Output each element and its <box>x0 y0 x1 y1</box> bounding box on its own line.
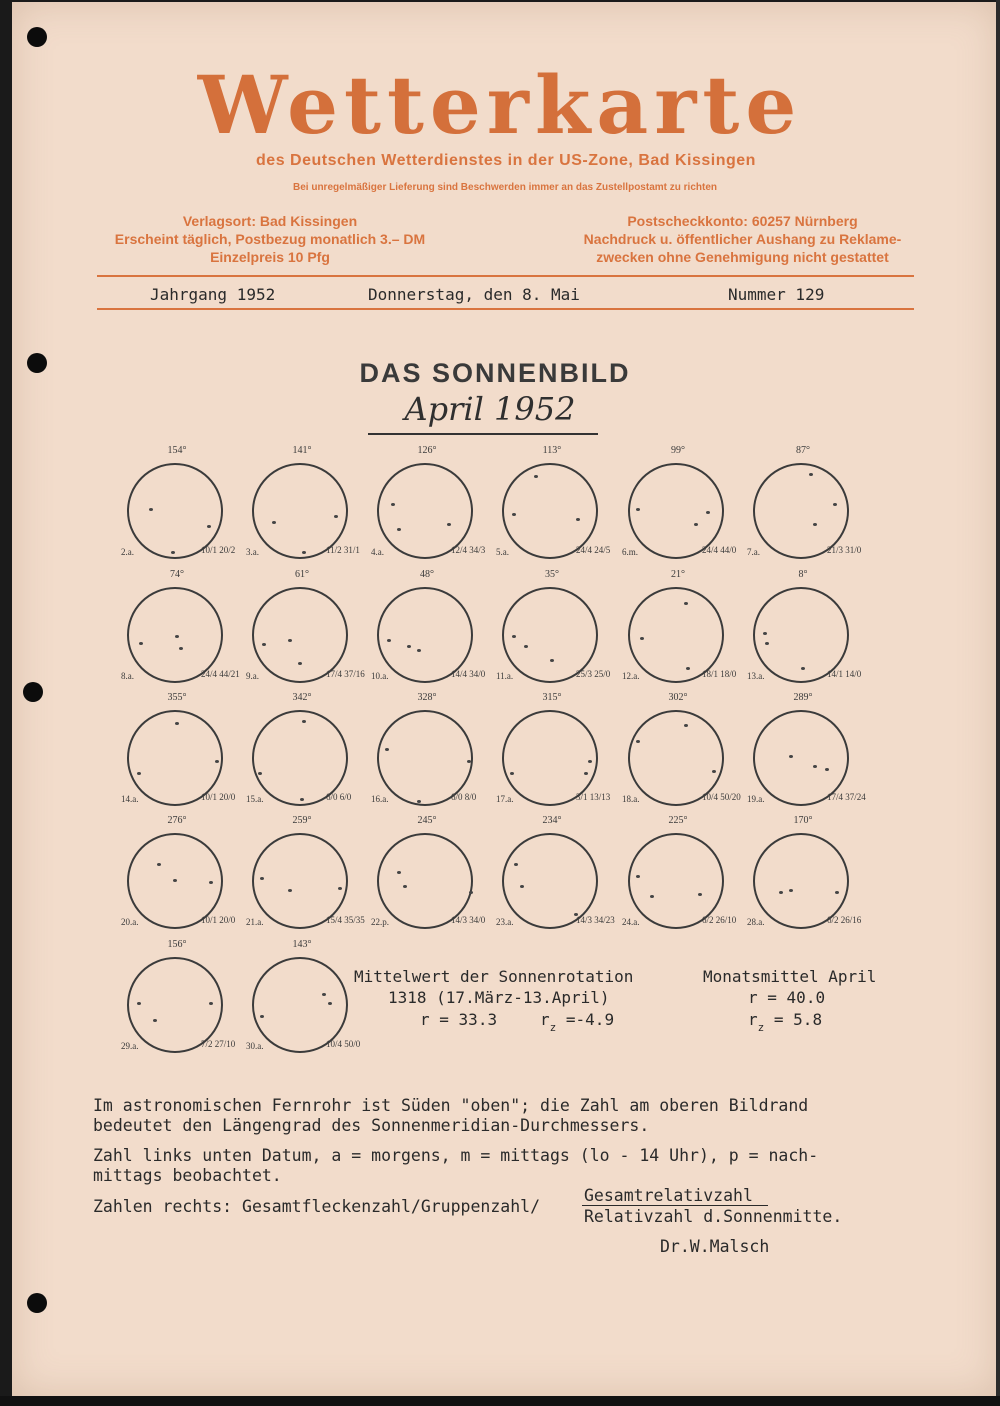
masthead-title: Wetterkarte <box>197 58 803 152</box>
sunspot-mark <box>813 765 817 768</box>
note-line-3: Zahl links unten Datum, a = morgens, m = mittags (lo - 14 Uhr), p = nach- <box>93 1146 819 1165</box>
sunspot-mark <box>302 720 306 723</box>
section-month: April 1952 <box>404 390 576 428</box>
sunspot-mark <box>584 772 588 775</box>
punch-hole <box>27 27 47 47</box>
sunspot-mark <box>157 863 161 866</box>
sunspot-mark <box>207 525 211 528</box>
spot-counts: 14/4 34/0 <box>451 669 486 679</box>
header-rule-bottom <box>97 308 914 310</box>
sun-image <box>622 569 737 683</box>
sunspot-mark <box>260 877 264 880</box>
rotation-r <box>420 1010 497 1029</box>
monthly-rz-sub: z <box>757 1021 765 1034</box>
sunspot-mark <box>288 889 292 892</box>
meridian-longitude: 259° <box>292 815 312 826</box>
sunspot-mark <box>171 551 175 554</box>
sunspot-mark <box>387 639 391 642</box>
note-line-2: bedeutet den Längengrad des Sonnenmeridian-Durchmessers. <box>93 1116 650 1135</box>
observation-date: 11.a. <box>496 671 514 681</box>
observation-date: 8.a. <box>121 671 134 681</box>
sunspot-mark <box>576 518 580 521</box>
meridian-longitude: 74° <box>170 569 184 580</box>
meridian-longitude: 315° <box>542 692 562 703</box>
section-heading: DAS SONNENBILD <box>359 358 631 388</box>
sunspot-mark <box>397 528 401 531</box>
sunspot-mark <box>258 772 262 775</box>
sunspot-mark <box>514 863 518 866</box>
sun-image <box>246 815 365 929</box>
sunspot-mark <box>467 760 471 763</box>
spot-counts: 10/1 20/2 <box>201 545 236 555</box>
observation-date: 13.a. <box>747 671 765 681</box>
spot-counts: 14/3 34/23 <box>576 915 615 925</box>
meridian-longitude: 143° <box>292 939 312 950</box>
sunspot-mark <box>385 748 389 751</box>
sun-image <box>246 939 361 1053</box>
sunspot-mark <box>636 875 640 878</box>
sunspot-mark <box>520 885 524 888</box>
monthly-r-label: r <box>748 988 758 1007</box>
sun-image <box>496 692 611 806</box>
sunspot-mark <box>397 871 401 874</box>
meridian-longitude: 234° <box>542 815 562 826</box>
sunspot-mark <box>763 632 767 635</box>
sunspot-mark <box>137 1002 141 1005</box>
punch-hole <box>23 682 43 702</box>
sunspot-mark <box>272 521 276 524</box>
sun-image <box>121 815 236 929</box>
issue-volume: Jahrgang 1952 <box>150 285 276 304</box>
sun-image <box>747 815 862 929</box>
sunspot-mark <box>322 993 326 996</box>
sunspot-mark <box>712 770 716 773</box>
sun-image <box>121 445 236 559</box>
sunspot-mark <box>524 645 528 648</box>
sun-image <box>496 445 611 559</box>
meridian-longitude: 141° <box>292 445 312 456</box>
sunspot-mark <box>512 635 516 638</box>
rotation-rz-label: r <box>540 1010 550 1029</box>
sunspot-mark <box>139 642 143 645</box>
rotation-period: 1318 (17.März-13.April) <box>388 988 610 1007</box>
meridian-longitude: 113° <box>542 445 562 456</box>
sun-image <box>371 445 486 559</box>
issue-number: Nummer 129 <box>728 285 825 304</box>
meridian-longitude: 61° <box>295 569 309 580</box>
meridian-longitude: 302° <box>668 692 688 703</box>
observation-date: 28.a. <box>747 917 765 927</box>
sun-image <box>246 569 365 683</box>
rotation-rz <box>540 1010 615 1034</box>
sunspot-mark <box>153 1019 157 1022</box>
meridian-longitude: 328° <box>417 692 437 703</box>
sunspot-mark <box>137 772 141 775</box>
fraction-numerator: Gesamtrelativzahl <box>584 1186 753 1205</box>
observation-date: 10.a. <box>371 671 389 681</box>
spot-counts: 24/4 44/0 <box>702 545 737 555</box>
sunspot-mark <box>447 523 451 526</box>
note-line-1: Im astronomischen Fernrohr ist Süden "oben"; die Zahl am oberen Bildrand <box>93 1096 809 1115</box>
sunspot-mark <box>298 662 302 665</box>
sunspot-mark <box>765 642 769 645</box>
spot-counts: 10/1 20/0 <box>201 915 236 925</box>
observation-date: 24.a. <box>622 917 640 927</box>
postal-account: Postscheckkonto: 60257 Nürnberg <box>627 213 858 229</box>
sunspot-mark <box>288 639 292 642</box>
reprint-notice-2: zwecken ohne Genehmigung nicht gestattet <box>596 249 889 265</box>
scan-bottom-edge <box>0 1396 1000 1406</box>
sun-image <box>622 445 737 559</box>
sunspot-mark <box>407 645 411 648</box>
meridian-longitude: 276° <box>167 815 187 826</box>
sunspot-mark <box>260 1015 264 1018</box>
meridian-longitude: 87° <box>796 445 810 456</box>
spot-counts: 25/3 25/0 <box>576 669 611 679</box>
spot-counts: 24/4 44/21 <box>201 669 240 679</box>
note-line-4: mittags beobachtet. <box>93 1166 282 1185</box>
sunspot-mark <box>338 887 342 890</box>
sunspot-mark <box>789 889 793 892</box>
meridian-longitude: 355° <box>167 692 187 703</box>
sunspot-mark <box>209 1002 213 1005</box>
month-underline <box>368 433 598 435</box>
observation-date: 22.p. <box>371 917 389 927</box>
publisher-place: Verlagsort: Bad Kissingen <box>182 213 358 229</box>
meridian-longitude: 8° <box>798 569 808 580</box>
sun-image <box>496 569 611 683</box>
observation-date: 7.a. <box>747 547 760 557</box>
note-line-5: Zahlen rechts: Gesamtfleckenzahl/Gruppenzahl/ <box>93 1197 541 1216</box>
spot-counts: 18/1 18/0 <box>702 669 737 679</box>
spot-counts: 17/4 37/24 <box>827 792 866 802</box>
spot-counts: 6/2 26/10 <box>702 915 737 925</box>
sunspot-mark <box>328 1002 332 1005</box>
sunspot-mark <box>175 635 179 638</box>
observation-date: 17.a. <box>496 794 514 804</box>
observation-date: 19.a. <box>747 794 765 804</box>
scan-edge <box>996 0 1000 1406</box>
rotation-r-value: = 33.3 <box>439 1010 498 1029</box>
observation-date: 12.a. <box>622 671 640 681</box>
meridian-longitude: 170° <box>793 815 813 826</box>
observation-date: 21.a. <box>246 917 264 927</box>
sunspot-mark <box>636 740 640 743</box>
rotation-rz-sub: z <box>549 1021 557 1034</box>
sunspot-mark <box>417 800 421 803</box>
author-signature: Dr.W.Malsch <box>660 1237 770 1256</box>
postal-info <box>570 212 915 266</box>
observation-date: 29.a. <box>121 1041 139 1051</box>
sun-image <box>747 445 862 559</box>
spot-counts: 10/1 20/0 <box>201 792 236 802</box>
sun-image <box>622 692 741 806</box>
meridian-longitude: 342° <box>292 692 312 703</box>
meridian-longitude: 21° <box>671 569 685 580</box>
spot-counts: 24/4 24/5 <box>576 545 611 555</box>
monthly-title: Monatsmittel April <box>703 967 877 986</box>
single-price: Einzelpreis 10 Pfg <box>210 249 330 265</box>
sunspot-mark <box>391 503 395 506</box>
sun-image <box>371 692 477 806</box>
observation-date: 14.a. <box>121 794 139 804</box>
observation-date: 20.a. <box>121 917 139 927</box>
sunspot-mark <box>684 602 688 605</box>
sunspot-mark <box>640 637 644 640</box>
rotation-r-label: r <box>420 1010 430 1029</box>
meridian-longitude: 99° <box>671 445 685 456</box>
monthly-rz-value: = 5.8 <box>773 1010 823 1029</box>
spot-counts: 6/0 6/0 <box>326 792 352 802</box>
fraction-line <box>582 1205 768 1206</box>
sunspot-mark <box>825 768 829 771</box>
spot-counts: 12/4 34/3 <box>451 545 486 555</box>
spot-counts: 14/1 14/0 <box>827 669 862 679</box>
sunspot-mark <box>809 473 813 476</box>
rotation-rz-value: =-4.9 <box>565 1010 615 1029</box>
sunspot-mark <box>262 643 266 646</box>
reprint-notice-1: Nachdruck u. öffentlicher Aushang zu Reklame- <box>583 231 902 247</box>
sun-image <box>747 692 866 806</box>
meridian-longitude: 126° <box>417 445 437 456</box>
observation-date: 18.a. <box>622 794 640 804</box>
sunspot-mark <box>417 649 421 652</box>
sunspot-mark <box>534 475 538 478</box>
sunspot-mark <box>801 667 805 670</box>
sunspot-mark <box>650 895 654 898</box>
sun-image <box>747 569 862 683</box>
rotation-title: Mittelwert der Sonnenrotation <box>354 967 634 986</box>
spot-counts: 3/1 13/13 <box>576 792 611 802</box>
sun-image <box>121 939 236 1053</box>
sunspot-mark <box>833 503 837 506</box>
sunspot-mark <box>835 891 839 894</box>
monthly-r-value: = 40.0 <box>767 988 826 1007</box>
issue-date: Donnerstag, den 8. Mai <box>368 285 580 304</box>
sunspot-mark <box>698 893 702 896</box>
sunspot-mark <box>510 772 514 775</box>
sunspot-mark <box>694 523 698 526</box>
spot-counts: 6/0 8/0 <box>451 792 477 802</box>
meridian-longitude: 35° <box>545 569 559 580</box>
spot-counts: 10/4 50/0 <box>326 1039 361 1049</box>
monthly-r <box>748 988 825 1007</box>
sunspot-mark <box>300 798 304 801</box>
sun-image <box>121 569 240 683</box>
sunspot-mark <box>173 879 177 882</box>
sunspot-mark <box>302 551 306 554</box>
monthly-rz <box>748 1010 823 1034</box>
meridian-longitude: 289° <box>793 692 813 703</box>
meridian-longitude: 225° <box>668 815 688 826</box>
spot-counts: 11/2 31/1 <box>326 545 360 555</box>
punch-hole <box>27 1293 47 1313</box>
sun-image <box>622 815 737 929</box>
masthead-subtitle: des Deutschen Wetterdienstes in der US-Zone, Bad Kissingen <box>256 152 756 169</box>
observation-date: 9.a. <box>246 671 259 681</box>
header-rule-top <box>97 275 914 277</box>
sunspot-mark <box>550 659 554 662</box>
sunspot-mark <box>175 722 179 725</box>
sunspot-mark <box>706 511 710 514</box>
meridian-longitude: 156° <box>167 939 187 950</box>
sunspot-mark <box>636 508 640 511</box>
spot-counts: 6/2 26/16 <box>827 915 862 925</box>
sunspot-mark <box>334 515 338 518</box>
publication-frequency: Erscheint täglich, Postbezug monatlich 3.– DM <box>114 231 426 247</box>
observation-date: 23.a. <box>496 917 514 927</box>
sunspot-mark <box>779 891 783 894</box>
observation-date: 3.a. <box>246 547 259 557</box>
meridian-longitude: 245° <box>417 815 437 826</box>
fraction-denominator: Relativzahl d.Sonnenmitte. <box>584 1207 843 1226</box>
meridian-longitude: 154° <box>167 445 187 456</box>
observation-date: 6.m. <box>622 547 639 557</box>
sunspot-mark <box>179 647 183 650</box>
sun-image <box>496 815 615 929</box>
sun-image <box>371 815 486 929</box>
observation-date: 15.a. <box>246 794 264 804</box>
sunspot-mark <box>209 881 213 884</box>
sun-image <box>121 692 236 806</box>
sun-image <box>246 445 360 559</box>
meridian-longitude: 48° <box>420 569 434 580</box>
punch-hole <box>27 353 47 373</box>
monthly-rz-label: r <box>748 1010 758 1029</box>
spot-counts: 21/3 31/0 <box>827 545 862 555</box>
spot-counts: 17/4 37/16 <box>326 669 365 679</box>
sunspot-mark <box>588 760 592 763</box>
sunspot-mark <box>686 667 690 670</box>
sunspot-mark <box>469 891 473 894</box>
spot-counts: 15/4 35/35 <box>326 915 365 925</box>
sunspot-mark <box>215 760 219 763</box>
observation-date: 30.a. <box>246 1041 264 1051</box>
sunspot-mark <box>684 724 688 727</box>
sunspot-mark <box>512 513 516 516</box>
spot-counts: 10/4 50/20 <box>702 792 741 802</box>
sunspot-mark <box>813 523 817 526</box>
sun-image <box>371 569 486 683</box>
observation-date: 2.a. <box>121 547 134 557</box>
sun-image <box>246 692 352 806</box>
sunspot-mark <box>789 755 793 758</box>
publisher-info <box>100 212 440 266</box>
delivery-notice: Bei unregelmäßiger Lieferung sind Beschwerden immer an das Zustellpostamt zu richten <box>293 182 717 193</box>
observation-date: 5.a. <box>496 547 509 557</box>
spot-counts: 14/3 34/0 <box>451 915 486 925</box>
sunspot-mark <box>149 508 153 511</box>
observation-date: 16.a. <box>371 794 389 804</box>
spot-counts: 7/2 27/10 <box>201 1039 236 1049</box>
observation-date: 4.a. <box>371 547 384 557</box>
sunspot-mark <box>403 885 407 888</box>
